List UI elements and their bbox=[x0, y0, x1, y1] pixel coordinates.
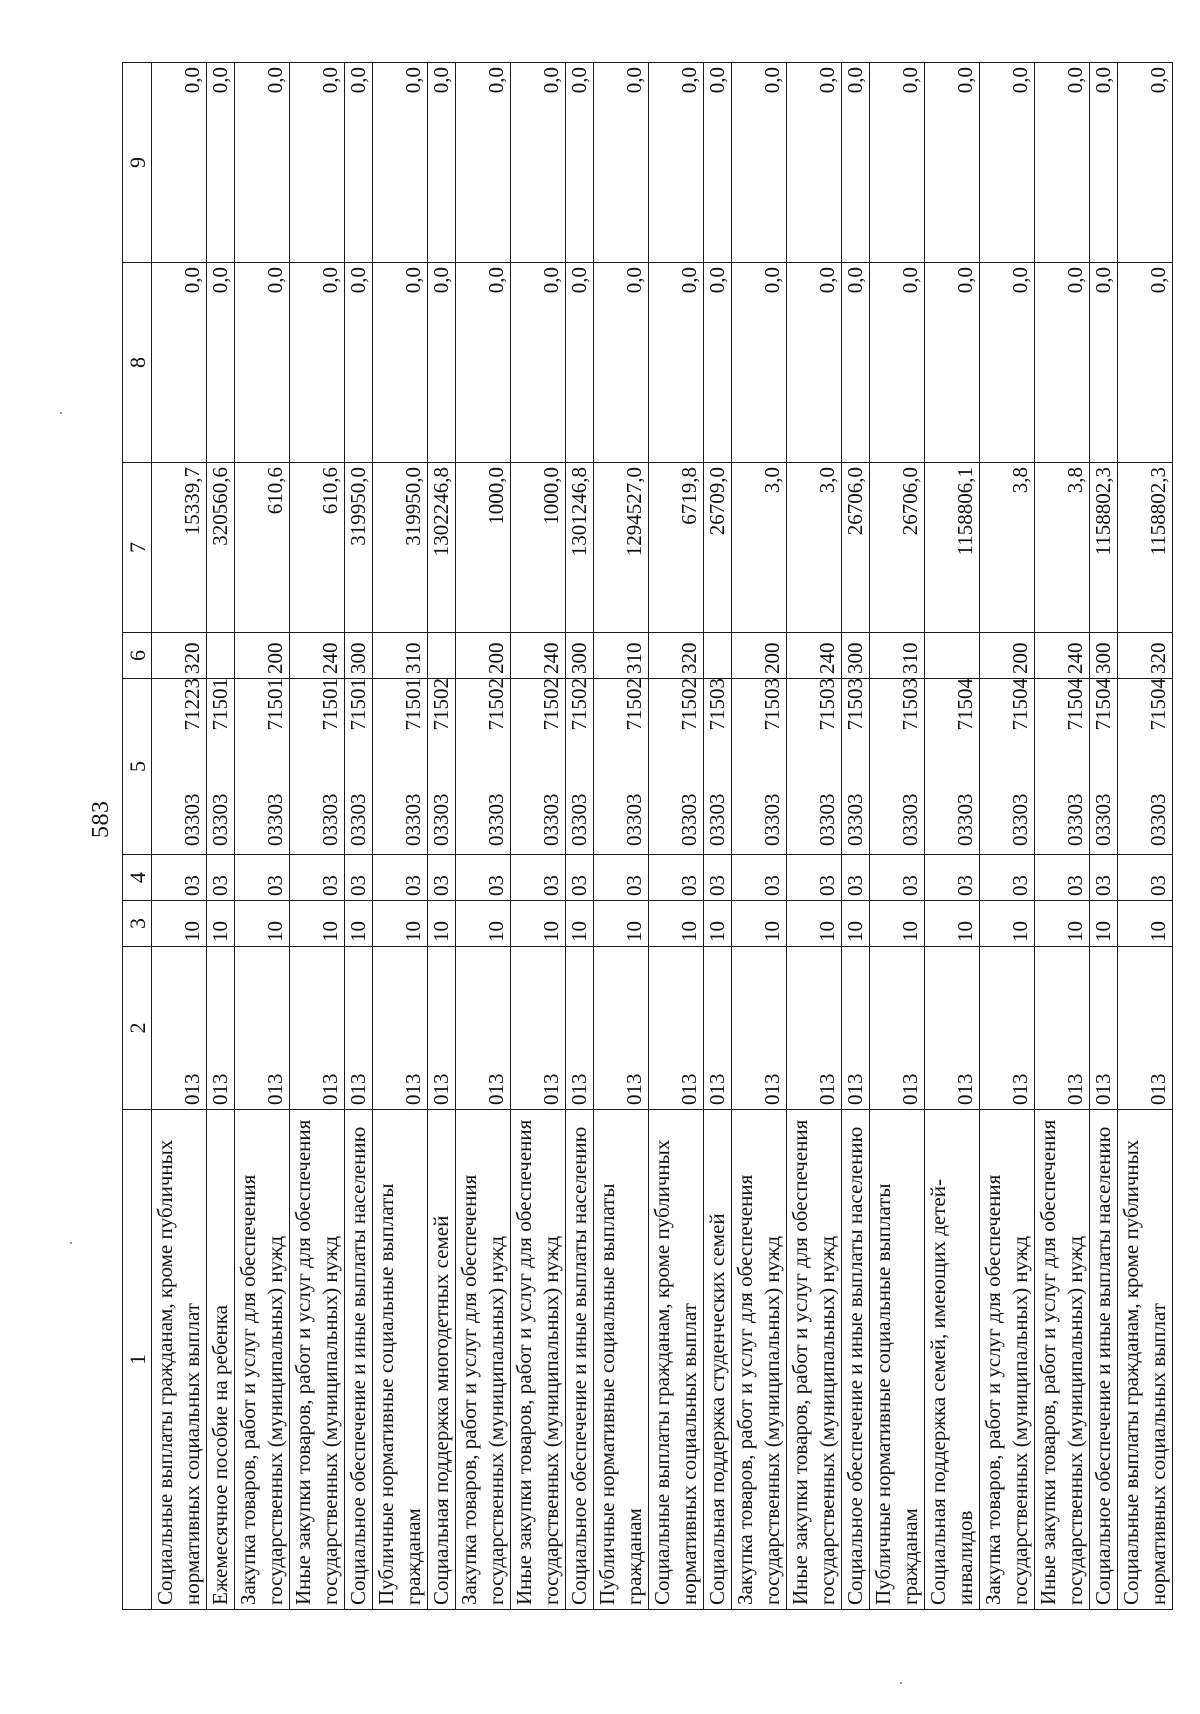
amount-cell: 0,0 bbox=[842, 263, 870, 463]
table-row bbox=[511, 63, 566, 1610]
admin-code-cell: 013 bbox=[290, 947, 345, 1110]
expense-type-cell: 240 bbox=[787, 633, 842, 679]
table-row bbox=[290, 63, 345, 1610]
amount-cell: 1158806,1 bbox=[925, 463, 980, 633]
admin-code-cell: 013 bbox=[511, 947, 566, 1110]
amount-cell: 0,0 bbox=[704, 263, 732, 463]
expense-type-cell: 300 bbox=[566, 633, 594, 679]
table-body bbox=[152, 63, 1173, 1610]
row-description: Социальные выплаты гражданам, кроме публичных нормативных социальных выплат bbox=[649, 1110, 704, 1610]
target-article-cell bbox=[594, 679, 649, 855]
amount-cell: 0,0 bbox=[925, 63, 980, 263]
amount-cell: 3,0 bbox=[787, 463, 842, 633]
target-article-cell bbox=[373, 679, 428, 855]
table-row bbox=[207, 63, 235, 1610]
direction-code: 71501 bbox=[318, 678, 342, 731]
row-description: Социальная поддержка многодетных семей bbox=[428, 1110, 456, 1610]
row-description: Ежемесячное пособие на ребенка bbox=[207, 1110, 235, 1610]
target-article-cell bbox=[1090, 679, 1118, 855]
amount-cell: 1158802,3 bbox=[1118, 463, 1173, 633]
admin-code-cell: 013 bbox=[594, 947, 649, 1110]
direction-code: 71502 bbox=[539, 678, 563, 731]
expense-type-cell: 320 bbox=[152, 633, 207, 679]
program-code: 03303 bbox=[622, 793, 646, 846]
target-article-cell bbox=[649, 679, 704, 855]
amount-cell: 319950,0 bbox=[345, 463, 373, 633]
table-row bbox=[732, 63, 787, 1610]
row-description: Социальное обеспечение и иные выплаты населению bbox=[345, 1110, 373, 1610]
amount-cell: 0,0 bbox=[787, 63, 842, 263]
target-article-cell bbox=[290, 679, 345, 855]
header-cell: 3 bbox=[123, 901, 152, 947]
amount-cell: 1302246,8 bbox=[428, 463, 456, 633]
table-row bbox=[1118, 63, 1173, 1610]
program-code: 03303 bbox=[705, 793, 729, 846]
direction-code: 71501 bbox=[401, 678, 425, 731]
amount-cell: 0,0 bbox=[842, 63, 870, 263]
table-row bbox=[152, 63, 207, 1610]
expense-type-cell: 200 bbox=[235, 633, 290, 679]
admin-code-cell: 013 bbox=[980, 947, 1035, 1110]
subsection-cell: 03 bbox=[1118, 855, 1173, 901]
amount-cell: 610,6 bbox=[290, 463, 345, 633]
amount-cell: 0,0 bbox=[980, 263, 1035, 463]
section-cell: 10 bbox=[1035, 901, 1090, 947]
amount-cell: 0,0 bbox=[345, 63, 373, 263]
amount-cell: 1301246,8 bbox=[566, 463, 594, 633]
scan-speck bbox=[900, 1682, 902, 1684]
target-article-cell bbox=[980, 679, 1035, 855]
admin-code-cell: 013 bbox=[925, 947, 980, 1110]
amount-cell: 0,0 bbox=[1090, 63, 1118, 263]
section-cell: 10 bbox=[566, 901, 594, 947]
amount-cell: 0,0 bbox=[1035, 63, 1090, 263]
amount-cell: 0,0 bbox=[1035, 263, 1090, 463]
target-article-cell bbox=[787, 679, 842, 855]
section-cell: 10 bbox=[235, 901, 290, 947]
direction-code: 71502 bbox=[677, 678, 701, 731]
program-code: 03303 bbox=[1008, 793, 1032, 846]
target-article-cell bbox=[842, 679, 870, 855]
amount-cell: 3,8 bbox=[980, 463, 1035, 633]
direction-code: 71504 bbox=[1063, 678, 1087, 731]
subsection-cell: 03 bbox=[290, 855, 345, 901]
amount-cell: 0,0 bbox=[594, 63, 649, 263]
section-cell: 10 bbox=[842, 901, 870, 947]
header-cell: 4 bbox=[123, 855, 152, 901]
section-cell: 10 bbox=[1118, 901, 1173, 947]
table-row bbox=[925, 63, 980, 1610]
amount-cell: 0,0 bbox=[456, 263, 511, 463]
table-row bbox=[373, 63, 428, 1610]
amount-cell: 0,0 bbox=[1118, 263, 1173, 463]
program-code: 03303 bbox=[1063, 793, 1087, 846]
scan-speck bbox=[70, 1242, 72, 1244]
page-number: 583 bbox=[88, 800, 114, 838]
amount-cell: 0,0 bbox=[566, 63, 594, 263]
expense-type-cell: 200 bbox=[456, 633, 511, 679]
table-row bbox=[594, 63, 649, 1610]
amount-cell: 0,0 bbox=[594, 263, 649, 463]
amount-cell: 0,0 bbox=[373, 263, 428, 463]
program-code: 03303 bbox=[208, 793, 232, 846]
amount-cell: 0,0 bbox=[566, 263, 594, 463]
target-article-cell bbox=[1035, 679, 1090, 855]
direction-code: 71501 bbox=[263, 678, 287, 731]
row-description: Публичные нормативные социальные выплаты гражданам bbox=[373, 1110, 428, 1610]
amount-cell: 0,0 bbox=[925, 263, 980, 463]
amount-cell: 26706,0 bbox=[870, 463, 925, 633]
direction-code: 71501 bbox=[208, 678, 232, 731]
program-code: 03303 bbox=[263, 793, 287, 846]
admin-code-cell: 013 bbox=[152, 947, 207, 1110]
subsection-cell: 03 bbox=[235, 855, 290, 901]
subsection-cell: 03 bbox=[373, 855, 428, 901]
target-article-cell bbox=[870, 679, 925, 855]
amount-cell: 610,6 bbox=[235, 463, 290, 633]
row-description: Социальные выплаты гражданам, кроме публичных нормативных социальных выплат bbox=[1118, 1110, 1173, 1610]
table-row bbox=[870, 63, 925, 1610]
program-code: 03303 bbox=[898, 793, 922, 846]
subsection-cell: 03 bbox=[566, 855, 594, 901]
subsection-cell: 03 bbox=[787, 855, 842, 901]
expense-type-cell: 320 bbox=[649, 633, 704, 679]
section-cell: 10 bbox=[787, 901, 842, 947]
expense-type-cell: 300 bbox=[1090, 633, 1118, 679]
target-article-cell bbox=[235, 679, 290, 855]
subsection-cell: 03 bbox=[511, 855, 566, 901]
program-code: 03303 bbox=[677, 793, 701, 846]
amount-cell: 320560,6 bbox=[207, 463, 235, 633]
expense-type-cell: 200 bbox=[980, 633, 1035, 679]
direction-code: 71501 bbox=[346, 678, 370, 731]
subsection-cell: 03 bbox=[207, 855, 235, 901]
expense-type-cell: 240 bbox=[290, 633, 345, 679]
amount-cell: 0,0 bbox=[787, 263, 842, 463]
amount-cell: 0,0 bbox=[290, 263, 345, 463]
amount-cell: 0,0 bbox=[732, 63, 787, 263]
header-cell: 7 bbox=[123, 463, 152, 633]
amount-cell: 0,0 bbox=[235, 63, 290, 263]
admin-code-cell: 013 bbox=[235, 947, 290, 1110]
expense-type-cell: 310 bbox=[373, 633, 428, 679]
admin-code-cell: 013 bbox=[1118, 947, 1173, 1110]
header-cell: 9 bbox=[123, 63, 152, 263]
row-description: Социальные выплаты гражданам, кроме публичных нормативных социальных выплат bbox=[152, 1110, 207, 1610]
admin-code-cell: 013 bbox=[373, 947, 428, 1110]
amount-cell: 0,0 bbox=[511, 263, 566, 463]
section-cell: 10 bbox=[207, 901, 235, 947]
admin-code-cell: 013 bbox=[428, 947, 456, 1110]
expense-type-cell: 310 bbox=[594, 633, 649, 679]
direction-code: 71502 bbox=[622, 678, 646, 731]
amount-cell: 0,0 bbox=[649, 263, 704, 463]
expense-type-cell: 300 bbox=[842, 633, 870, 679]
admin-code-cell: 013 bbox=[456, 947, 511, 1110]
program-code: 03303 bbox=[953, 793, 977, 846]
subsection-cell: 03 bbox=[704, 855, 732, 901]
amount-cell: 0,0 bbox=[207, 263, 235, 463]
amount-cell: 0,0 bbox=[207, 63, 235, 263]
amount-cell: 0,0 bbox=[511, 63, 566, 263]
amount-cell: 1158802,3 bbox=[1090, 463, 1118, 633]
row-description: Закупка товаров, работ и услуг для обеспечения государственных (муниципальных) нужд bbox=[456, 1110, 511, 1610]
direction-code: 71504 bbox=[953, 678, 977, 731]
admin-code-cell: 013 bbox=[704, 947, 732, 1110]
section-cell: 10 bbox=[428, 901, 456, 947]
table-row bbox=[456, 63, 511, 1610]
program-code: 03303 bbox=[567, 793, 591, 846]
amount-cell: 0,0 bbox=[870, 63, 925, 263]
expense-type-cell: 240 bbox=[1035, 633, 1090, 679]
section-cell: 10 bbox=[373, 901, 428, 947]
subsection-cell: 03 bbox=[732, 855, 787, 901]
expense-type-cell: 320 bbox=[1118, 633, 1173, 679]
section-cell: 10 bbox=[290, 901, 345, 947]
row-description: Иные закупки товаров, работ и услуг для обеспечения государственных (муниципальных) нужд bbox=[290, 1110, 345, 1610]
amount-cell: 15339,7 bbox=[152, 463, 207, 633]
section-cell: 10 bbox=[704, 901, 732, 947]
admin-code-cell: 013 bbox=[1035, 947, 1090, 1110]
direction-code: 71504 bbox=[1008, 678, 1032, 731]
row-description: Иные закупки товаров, работ и услуг для обеспечения государственных (муниципальных) нужд bbox=[787, 1110, 842, 1610]
admin-code-cell: 013 bbox=[787, 947, 842, 1110]
target-article-cell bbox=[152, 679, 207, 855]
direction-code: 71502 bbox=[567, 678, 591, 731]
program-code: 03303 bbox=[401, 793, 425, 846]
program-code: 03303 bbox=[760, 793, 784, 846]
row-description: Публичные нормативные социальные выплаты гражданам bbox=[870, 1110, 925, 1610]
target-article-cell bbox=[428, 679, 456, 855]
direction-code: 71503 bbox=[843, 678, 867, 731]
direction-code: 71502 bbox=[484, 678, 508, 731]
section-cell: 10 bbox=[1090, 901, 1118, 947]
subsection-cell: 03 bbox=[870, 855, 925, 901]
amount-cell: 0,0 bbox=[732, 263, 787, 463]
admin-code-cell: 013 bbox=[842, 947, 870, 1110]
table-row bbox=[566, 63, 594, 1610]
direction-code: 71503 bbox=[760, 678, 784, 731]
admin-code-cell: 013 bbox=[345, 947, 373, 1110]
direction-code: 71504 bbox=[1091, 678, 1115, 731]
table-row bbox=[1090, 63, 1118, 1610]
expense-type-cell: 240 bbox=[511, 633, 566, 679]
budget-table bbox=[122, 62, 1173, 1610]
expense-type-cell: 300 bbox=[345, 633, 373, 679]
amount-cell: 0,0 bbox=[428, 63, 456, 263]
row-description: Социальное обеспечение и иные выплаты населению bbox=[842, 1110, 870, 1610]
header-cell: 5 bbox=[123, 679, 152, 855]
expense-type-cell: 310 bbox=[870, 633, 925, 679]
expense-type-cell: 200 bbox=[732, 633, 787, 679]
subsection-cell: 03 bbox=[152, 855, 207, 901]
header-row bbox=[123, 63, 152, 1610]
target-article-cell bbox=[566, 679, 594, 855]
admin-code-cell: 013 bbox=[870, 947, 925, 1110]
table-row bbox=[704, 63, 732, 1610]
row-description: Социальная поддержка семей, имеющих детей-инвалидов bbox=[925, 1110, 980, 1610]
section-cell: 10 bbox=[511, 901, 566, 947]
section-cell: 10 bbox=[925, 901, 980, 947]
amount-cell: 0,0 bbox=[152, 263, 207, 463]
subsection-cell: 03 bbox=[649, 855, 704, 901]
section-cell: 10 bbox=[456, 901, 511, 947]
section-cell: 10 bbox=[594, 901, 649, 947]
subsection-cell: 03 bbox=[345, 855, 373, 901]
admin-code-cell: 013 bbox=[566, 947, 594, 1110]
row-description: Социальная поддержка студенческих семей bbox=[704, 1110, 732, 1610]
amount-cell: 1000,0 bbox=[456, 463, 511, 633]
program-code: 03303 bbox=[318, 793, 342, 846]
row-description: Закупка товаров, работ и услуг для обеспечения государственных (муниципальных) нужд bbox=[235, 1110, 290, 1610]
row-description: Иные закупки товаров, работ и услуг для обеспечения государственных (муниципальных) нужд bbox=[1035, 1110, 1090, 1610]
direction-code: 71503 bbox=[705, 678, 729, 731]
amount-cell: 1294527,0 bbox=[594, 463, 649, 633]
admin-code-cell: 013 bbox=[207, 947, 235, 1110]
admin-code-cell: 013 bbox=[732, 947, 787, 1110]
section-cell: 10 bbox=[732, 901, 787, 947]
table-row bbox=[345, 63, 373, 1610]
target-article-cell bbox=[925, 679, 980, 855]
amount-cell: 1000,0 bbox=[511, 463, 566, 633]
target-article-cell bbox=[1118, 679, 1173, 855]
amount-cell: 0,0 bbox=[428, 263, 456, 463]
amount-cell: 319950,0 bbox=[373, 463, 428, 633]
direction-code: 71503 bbox=[815, 678, 839, 731]
header-cell: 1 bbox=[123, 1110, 152, 1610]
section-cell: 10 bbox=[649, 901, 704, 947]
row-description: Иные закупки товаров, работ и услуг для обеспечения государственных (муниципальных) нужд bbox=[511, 1110, 566, 1610]
header-cell: 6 bbox=[123, 633, 152, 679]
header-cell: 8 bbox=[123, 263, 152, 463]
target-article-cell bbox=[345, 679, 373, 855]
amount-cell: 0,0 bbox=[1118, 63, 1173, 263]
table-row bbox=[842, 63, 870, 1610]
table-row bbox=[787, 63, 842, 1610]
program-code: 03303 bbox=[843, 793, 867, 846]
scan-speck bbox=[60, 412, 62, 414]
program-code: 03303 bbox=[1146, 793, 1170, 846]
amount-cell: 26709,0 bbox=[704, 463, 732, 633]
amount-cell: 0,0 bbox=[235, 263, 290, 463]
amount-cell: 6719,8 bbox=[649, 463, 704, 633]
row-description: Социальное обеспечение и иные выплаты населению bbox=[566, 1110, 594, 1610]
admin-code-cell: 013 bbox=[1090, 947, 1118, 1110]
amount-cell: 3,0 bbox=[732, 463, 787, 633]
program-code: 03303 bbox=[815, 793, 839, 846]
section-cell: 10 bbox=[152, 901, 207, 947]
direction-code: 71503 bbox=[898, 678, 922, 731]
amount-cell: 0,0 bbox=[290, 63, 345, 263]
table-row bbox=[1035, 63, 1090, 1610]
table-row bbox=[235, 63, 290, 1610]
section-cell: 10 bbox=[870, 901, 925, 947]
subsection-cell: 03 bbox=[925, 855, 980, 901]
program-code: 03303 bbox=[1091, 793, 1115, 846]
amount-cell: 0,0 bbox=[1090, 263, 1118, 463]
table-row bbox=[428, 63, 456, 1610]
amount-cell: 0,0 bbox=[456, 63, 511, 263]
direction-code: 71223 bbox=[180, 678, 204, 731]
target-article-cell bbox=[511, 679, 566, 855]
row-description: Публичные нормативные социальные выплаты гражданам bbox=[594, 1110, 649, 1610]
target-article-cell bbox=[207, 679, 235, 855]
program-code: 03303 bbox=[346, 793, 370, 846]
direction-code: 71502 bbox=[429, 678, 453, 731]
amount-cell: 0,0 bbox=[152, 63, 207, 263]
header-cell: 2 bbox=[123, 947, 152, 1110]
amount-cell: 0,0 bbox=[373, 63, 428, 263]
section-cell: 10 bbox=[345, 901, 373, 947]
program-code: 03303 bbox=[180, 793, 204, 846]
target-article-cell bbox=[732, 679, 787, 855]
subsection-cell: 03 bbox=[1090, 855, 1118, 901]
amount-cell: 3,8 bbox=[1035, 463, 1090, 633]
table-row bbox=[980, 63, 1035, 1610]
subsection-cell: 03 bbox=[428, 855, 456, 901]
program-code: 03303 bbox=[539, 793, 563, 846]
admin-code-cell: 013 bbox=[649, 947, 704, 1110]
amount-cell: 0,0 bbox=[870, 263, 925, 463]
amount-cell: 0,0 bbox=[345, 263, 373, 463]
subsection-cell: 03 bbox=[1035, 855, 1090, 901]
subsection-cell: 03 bbox=[980, 855, 1035, 901]
section-cell: 10 bbox=[980, 901, 1035, 947]
target-article-cell bbox=[704, 679, 732, 855]
table-row bbox=[649, 63, 704, 1610]
subsection-cell: 03 bbox=[456, 855, 511, 901]
subsection-cell: 03 bbox=[842, 855, 870, 901]
program-code: 03303 bbox=[429, 793, 453, 846]
amount-cell: 0,0 bbox=[649, 63, 704, 263]
direction-code: 71504 bbox=[1146, 678, 1170, 731]
row-description: Закупка товаров, работ и услуг для обеспечения государственных (муниципальных) нужд bbox=[732, 1110, 787, 1610]
amount-cell: 26706,0 bbox=[842, 463, 870, 633]
program-code: 03303 bbox=[484, 793, 508, 846]
target-article-cell bbox=[456, 679, 511, 855]
row-description: Социальное обеспечение и иные выплаты населению bbox=[1090, 1110, 1118, 1610]
amount-cell: 0,0 bbox=[704, 63, 732, 263]
amount-cell: 0,0 bbox=[980, 63, 1035, 263]
subsection-cell: 03 bbox=[594, 855, 649, 901]
row-description: Закупка товаров, работ и услуг для обеспечения государственных (муниципальных) нужд bbox=[980, 1110, 1035, 1610]
